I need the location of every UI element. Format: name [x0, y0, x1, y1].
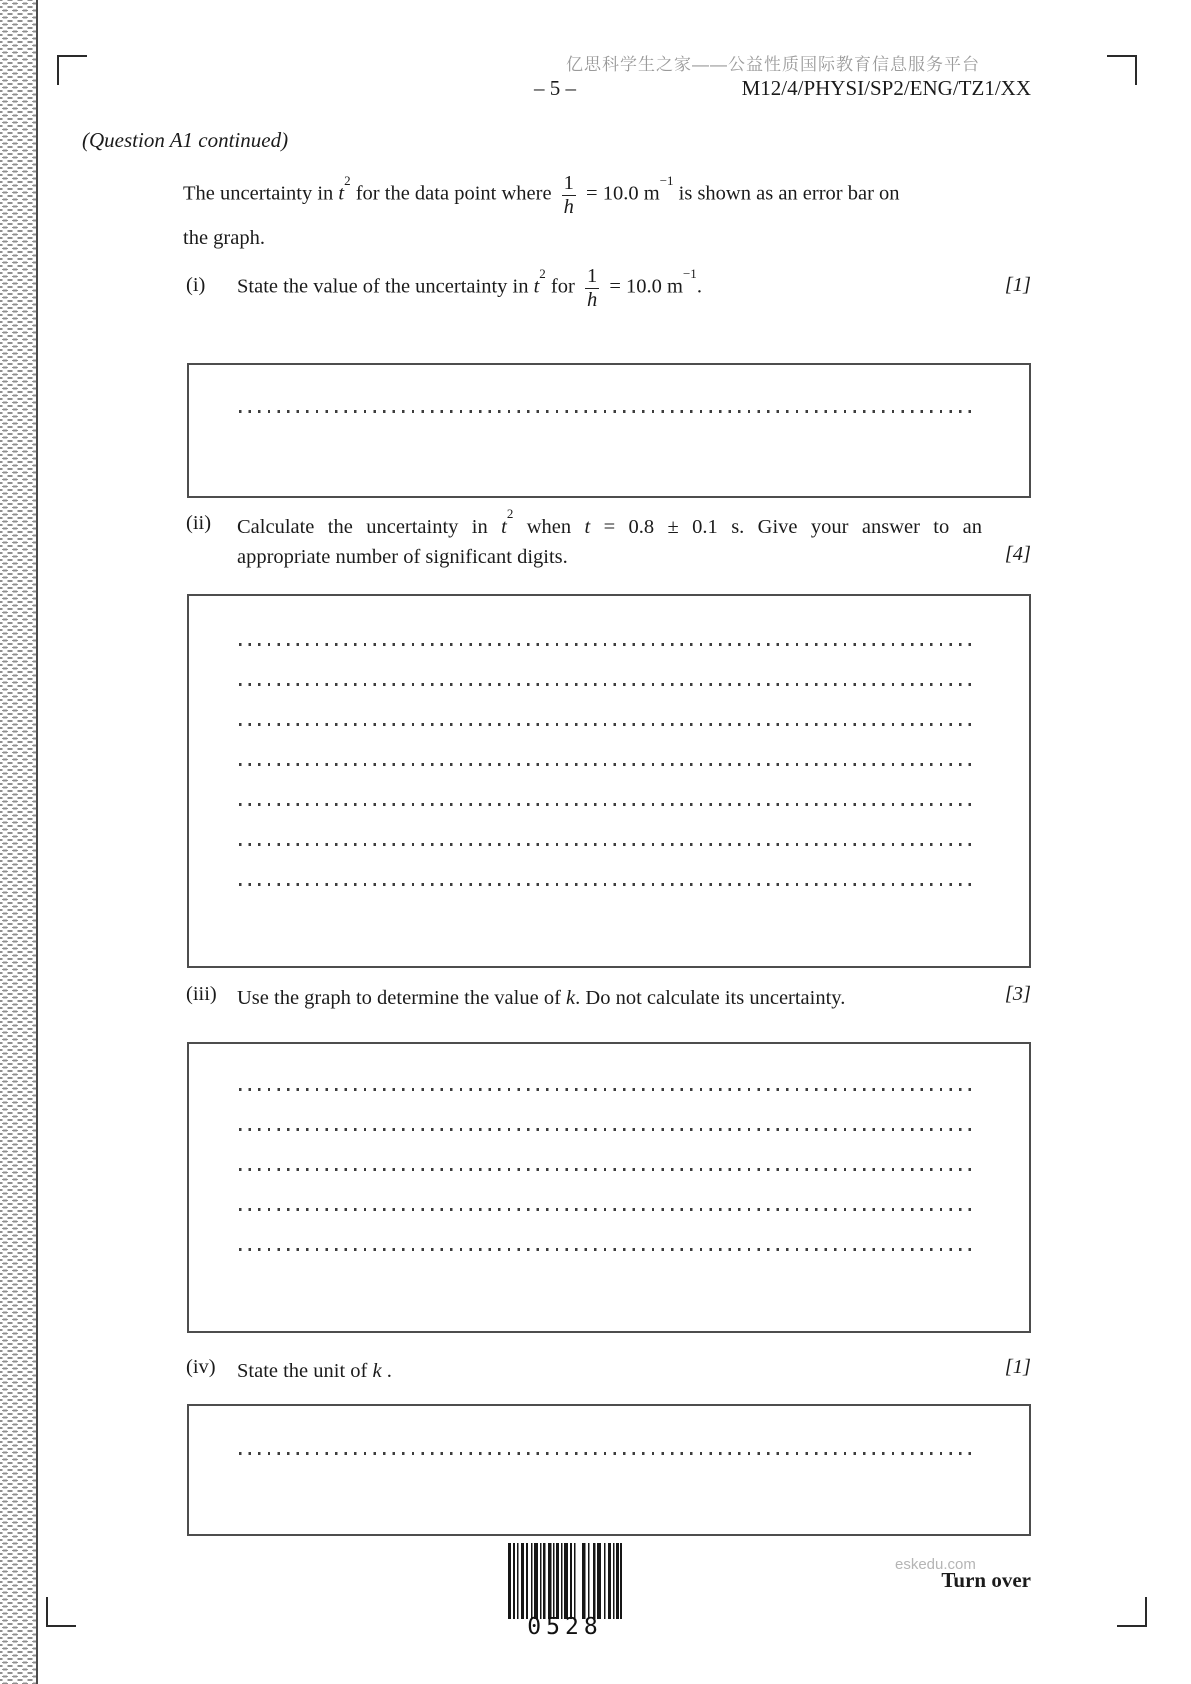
- fraction-numerator: 1: [586, 265, 598, 288]
- part-ii-label: (ii): [186, 512, 212, 534]
- part-ii-line-2: appropriate number of significant digits.: [237, 546, 568, 568]
- intro-line-1: [183, 166, 993, 224]
- part-iv-text: [237, 1356, 982, 1386]
- page-number: – 5 –: [534, 76, 576, 100]
- part-i-label: (i): [186, 274, 206, 296]
- answer-line: [239, 1128, 977, 1131]
- crop-mark-bottom-left: [46, 1597, 76, 1627]
- exponent-2: 2: [506, 506, 514, 522]
- part-ii: [186, 506, 1031, 572]
- exam-code: M12/4/PHYSI/SP2/ENG/TZ1/XX: [741, 76, 1031, 100]
- part-iv-label: (iv): [186, 1356, 216, 1378]
- var-t: t: [501, 516, 507, 538]
- intro-text: for the data point where: [350, 182, 557, 205]
- intro-text: is shown as an error bar on: [673, 182, 900, 205]
- part-iii-segment: Use the graph to determine the value of: [237, 987, 567, 1009]
- answer-line: [239, 1088, 977, 1091]
- answer-line: [239, 1208, 977, 1211]
- answer-line: [239, 1452, 977, 1455]
- barcode-digits: 0528: [527, 1614, 603, 1640]
- intro-text: = 10.0 m: [580, 182, 660, 205]
- part-iii: [186, 983, 1031, 1013]
- answer-line: [239, 883, 977, 886]
- binding-edge-texture: [0, 0, 38, 1684]
- crop-mark-top-left: [57, 55, 87, 85]
- fraction-numerator: 1: [563, 172, 574, 195]
- part-ii-segment: = 0.8 ± 0.1 s. Give your answer to an: [590, 516, 982, 538]
- fraction-1-over-h: [585, 265, 599, 310]
- part-i-segment: State the value of the uncertainty in: [237, 275, 534, 298]
- part-iv-marks: [1]: [1004, 1356, 1031, 1378]
- part-iv-segment: .: [381, 1360, 392, 1382]
- intro-text: The uncertainty in: [183, 182, 339, 205]
- part-i: [186, 258, 1031, 318]
- site-banner: 亿思科学生之家——公益性质国际教育信息服务平台: [566, 55, 980, 74]
- part-ii-marks: [4]: [1004, 543, 1031, 565]
- answer-line: [239, 803, 977, 806]
- crop-mark-top-right: [1107, 55, 1137, 85]
- part-i-segment: = 10.0 m: [604, 275, 683, 298]
- part-iv-segment: State the unit of: [237, 1360, 373, 1382]
- question-continued-note: (Question A1 continued): [82, 128, 289, 152]
- answer-line: [239, 643, 977, 646]
- barcode: [508, 1543, 622, 1619]
- exponent-minus-1: −1: [682, 265, 697, 281]
- exponent-minus-1: −1: [659, 172, 674, 188]
- part-i-segment: for: [545, 275, 580, 298]
- turn-over-label: Turn over: [941, 1568, 1031, 1592]
- answer-box-ii: [187, 594, 1031, 968]
- part-iii-segment: . Do not calculate its uncertainty.: [575, 987, 846, 1009]
- answer-line: [239, 763, 977, 766]
- part-ii-segment: Calculate the uncertainty in: [237, 516, 502, 538]
- part-iii-marks: [3]: [1004, 983, 1031, 1005]
- answer-line: [239, 410, 977, 413]
- part-i-marks: [1]: [1004, 274, 1031, 296]
- answer-box-i: [187, 363, 1031, 498]
- part-i-text: [237, 258, 982, 318]
- fraction-1-over-h: [562, 172, 576, 217]
- part-i-segment: .: [696, 275, 702, 298]
- part-iv: [186, 1356, 1031, 1386]
- exponent-2: 2: [539, 265, 546, 281]
- answer-line: [239, 1248, 977, 1251]
- answer-line: [239, 723, 977, 726]
- var-k: k: [372, 1360, 382, 1382]
- answer-line: [239, 683, 977, 686]
- answer-box-iii: [187, 1042, 1031, 1333]
- watermark-eskedu: eskedu.com: [895, 1556, 976, 1573]
- part-ii-line-1: [237, 506, 982, 542]
- intro-line-2: the graph.: [183, 227, 265, 249]
- crop-mark-bottom-right: [1117, 1597, 1147, 1627]
- answer-line: [239, 843, 977, 846]
- part-iii-text: [237, 983, 982, 1013]
- answer-box-iv: [187, 1404, 1031, 1536]
- part-ii-segment: when: [513, 516, 585, 538]
- fraction-denominator: h: [586, 288, 598, 311]
- var-t: t: [533, 275, 540, 298]
- answer-line: [239, 1168, 977, 1171]
- part-iii-label: (iii): [186, 983, 217, 1005]
- var-t: t: [338, 182, 345, 205]
- fraction-denominator: h: [563, 195, 574, 218]
- question-intro: [183, 166, 993, 252]
- exponent-2: 2: [344, 172, 351, 188]
- var-t: t: [584, 516, 591, 538]
- var-k: k: [566, 987, 576, 1009]
